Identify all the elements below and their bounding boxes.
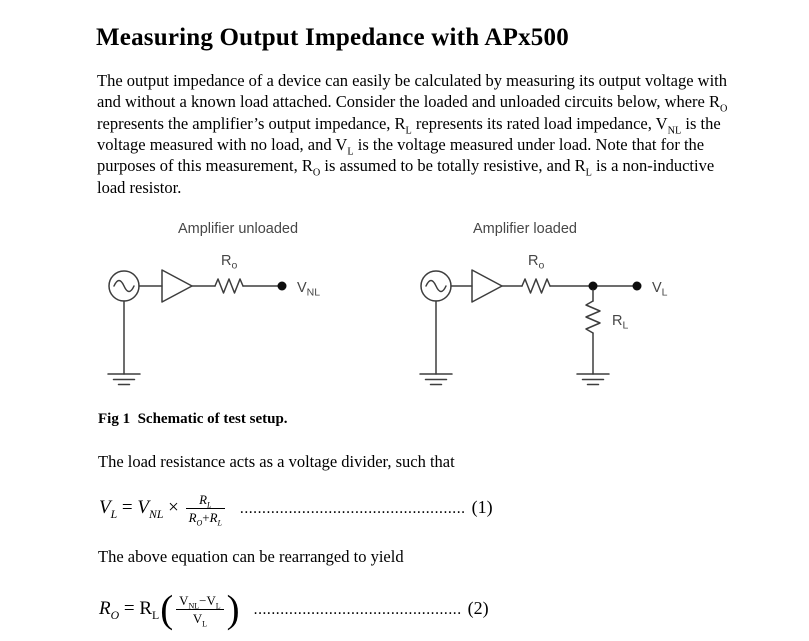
output-voltage-label: $V_L$: [652, 280, 668, 299]
voltage-divider-text: The load resistance acts as a voltage divider, such that: [98, 452, 455, 471]
schematic-loaded-title: Amplifier loaded: [473, 221, 577, 237]
schematic-loaded: [400, 217, 700, 395]
resistor-icon: [522, 279, 550, 293]
figure-caption: Fig 1 Schematic of test setup.: [98, 411, 288, 427]
paragraph-line: voltage measured with no load, and $V_L$ is the voltage measured under load. Note that for the: [97, 135, 705, 158]
output-voltage-label: $V_{NL}$: [297, 280, 321, 299]
resistor-label: $R_o$: [221, 253, 238, 272]
paragraph-line: The output impedance of a device can easily be calculated by measuring its output voltage with: [97, 71, 727, 90]
equation-1-number: (1): [471, 497, 493, 517]
ground-icon: [420, 374, 452, 385]
equation-2-number: (2): [467, 598, 489, 618]
signal-source-icon: [421, 271, 451, 301]
amplifier-icon: [472, 270, 502, 302]
junction-node-icon: [589, 282, 598, 291]
paragraph-line: and without a known load attached. Consider the loaded and unloaded circuits below, where $R_O$: [97, 92, 728, 115]
signal-source-icon: [109, 271, 139, 301]
intro-paragraph: [97, 70, 797, 198]
load-resistor-icon: [586, 301, 600, 333]
resistor-icon: [215, 279, 243, 293]
equation-1-expression: $V_L = V_{NL}$ × $\frac{R_L}{R_O+R_L}$: [99, 497, 227, 518]
equation-2: [99, 588, 489, 630]
schematic-unloaded-title: Amplifier unloaded: [177, 221, 299, 237]
equation-2-expression: $R_O = R_L$( $\frac{V_{NL}-V_L}{V_L}$ ): [99, 587, 240, 631]
equation-2-dot-leader: ...............................................: [253, 601, 462, 618]
schematic-unloaded: [85, 217, 355, 395]
paragraph-line: load resistor.: [97, 177, 182, 197]
paragraph-line: purposes of this measurement, $R_O$ is assumed to be totally resistive, and $R_L$ is a non-inductive: [97, 156, 715, 179]
ground-icon: [577, 374, 609, 385]
output-node-icon: [633, 282, 642, 291]
resistor-label: $R_o$: [528, 253, 545, 272]
ground-icon: [108, 374, 140, 385]
load-resistor-label: $R_L$: [612, 313, 629, 332]
rearranged-text: The above equation can be rearranged to yield: [98, 547, 404, 566]
amplifier-icon: [162, 270, 192, 302]
paragraph-line: represents the amplifier’s output impedance, $R_L$ represents its rated load impedance, $V_{NL}$ is the: [97, 113, 721, 136]
output-node-icon: [278, 282, 287, 291]
equation-1: [99, 487, 493, 529]
equation-1-dot-leader: ...................................................: [239, 500, 466, 517]
page-title: Measuring Output Impedance with APx500: [96, 24, 569, 51]
